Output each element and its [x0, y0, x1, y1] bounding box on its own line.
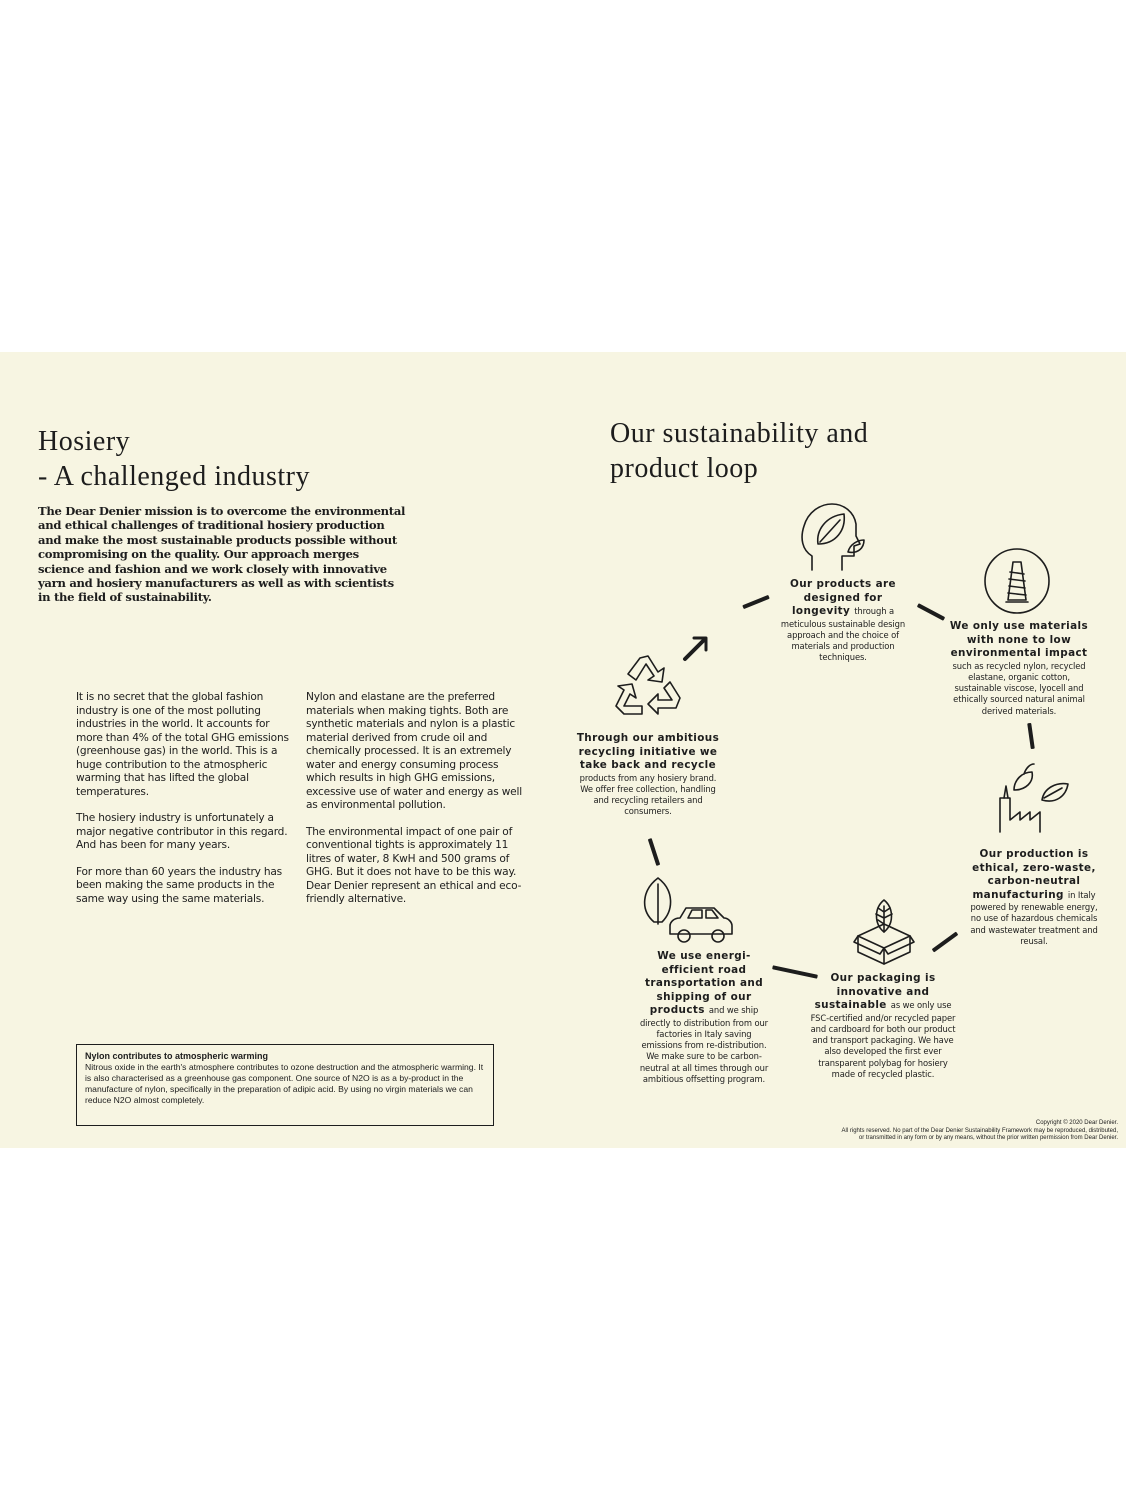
nylon-note-box: [76, 1044, 494, 1126]
loop-step-materials: [948, 620, 1090, 717]
loop-dash: [742, 595, 769, 609]
paragraph: The environmental impact of one pair of conventional tights is approximately 11 litres of water, 8 KwH and 500 grams of GHG. But it does not have to be this way. Dear Denier represent an ethical and eco-friendly alternative.: [306, 825, 522, 905]
step-heading: Our products are designed for longevity: [789, 578, 897, 617]
step-text: products from any hosiery brand. We offer free collection, handling and recycling retailers and consumers.: [579, 772, 717, 817]
recycle-icon: [612, 652, 684, 720]
step-text: such as recycled nylon, recycled elastane, organic cotton, sustainable viscose, lyocell and ethically sourced natural animal derived materials.: [952, 660, 1086, 716]
yarn-cone-icon: [982, 546, 1052, 616]
paragraph: Nylon and elastane are the preferred materials when making tights. Both are synthetic materials and nylon is a plastic material derived from crude oil and chemically processed. It is an extremely water and energy consuming process which results in high GHG emissions, excessive use of water and energy as well as environmental pollution.: [306, 691, 522, 811]
spread-panel: [0, 352, 1126, 1148]
car-leaf-icon: [640, 876, 734, 944]
loop-step-longevity: [774, 578, 912, 664]
paragraph: For more than 60 years the industry has been making the same products in the same way using the same materials.: [76, 865, 282, 905]
paragraph: It is no secret that the global fashion industry is one of the most polluting industries in the world. It accounts for more than 4% of the total GHG emissions (greenhouse gas) in the world. This is a huge contribution to the atmospheric warming that has lifted the global temperatures.: [76, 691, 289, 798]
box-leaf-icon: [852, 896, 916, 966]
left-page-title: Hosiery - A challenged industry: [38, 426, 311, 492]
body-column-2: [306, 691, 528, 920]
loop-dash: [648, 838, 660, 866]
copyright-notice: [738, 1120, 1118, 1143]
step-text: through a meticulous sustainable design approach and the choice of materials and production techniques.: [780, 606, 906, 663]
step-heading: Through our ambitious recycling initiative we take back and recycle: [576, 732, 720, 771]
right-page-title: Our sustainability and product loop: [610, 418, 869, 484]
loop-step-recycling: [576, 732, 720, 818]
copyright-line: or transmitted in any form or by any means, without the prior written permission from Dear Denier.: [858, 1135, 1118, 1141]
step-heading: Our production is ethical, zero-waste, carbon-neutral manufacturing: [972, 848, 1096, 901]
loop-step-packaging: [810, 972, 956, 1080]
copyright-line: Copyright © 2020 Dear Denier.: [1035, 1120, 1118, 1126]
factory-leaf-icon: [996, 762, 1072, 834]
loop-dash: [932, 932, 959, 953]
copyright-line: All rights reserved. No part of the Dear Denier Sustainability Framework may be reproduced, distributed,: [841, 1127, 1118, 1134]
step-heading: We only use materials with none to low environmental impact: [949, 620, 1089, 659]
loop-step-production: [966, 848, 1102, 947]
step-heading: We use energi-efficient road transportation and shipping of our products: [644, 950, 764, 1016]
paragraph: The hosiery industry is unfortunately a major negative contributor in this regard. And has been for many years.: [76, 812, 288, 851]
step-text: and we ship directly to distribution from our factories in Italy saving emissions from re-distribution. We make sure to be carbon-neutral at all times through our ambitious offsetting program.: [639, 1005, 769, 1084]
mission-intro: The Dear Denier mission is to overcome the environmental and ethical challenges of traditional hosiery production and make the most sustainable products possible without compromising on the quality. Our approach merges science and fashion and we work closely with innovative yarn and hosiery manufacturers as well as with scientists in the field of sustainability.: [38, 504, 406, 605]
step-heading: Our packaging is innovative and sustainable: [814, 972, 936, 1011]
note-body: Nitrous oxide in the earth's atmosphere contributes to ozone destruction and the atmospheric warming. It is also characterised as a greenhouse gas component. One source of N2O is as a by-product in the manufacture of nylon, specifically in the preparation of adipic acid. By using no virgin materials we can reduce N2O almost completely.: [85, 1062, 484, 1105]
loop-arrow-icon: [682, 634, 710, 662]
head-leaf-icon: [798, 500, 872, 572]
step-text: in Italy powered by renewable energy, no use of hazardous chemicals and wastewater treatment and reusal.: [970, 889, 1098, 946]
body-column-1: [76, 691, 296, 919]
note-title: Nylon contributes to atmospheric warming: [85, 1051, 269, 1061]
loop-step-transport: [636, 950, 772, 1085]
loop-dash: [917, 603, 945, 621]
loop-dash: [1027, 723, 1035, 749]
step-text: as we only use FSC-certified and/or recycled paper and cardboard for both our product and transport packaging. We have also developed the first ever transparent polybag for hosiery made of recycled plastic.: [810, 1000, 956, 1079]
